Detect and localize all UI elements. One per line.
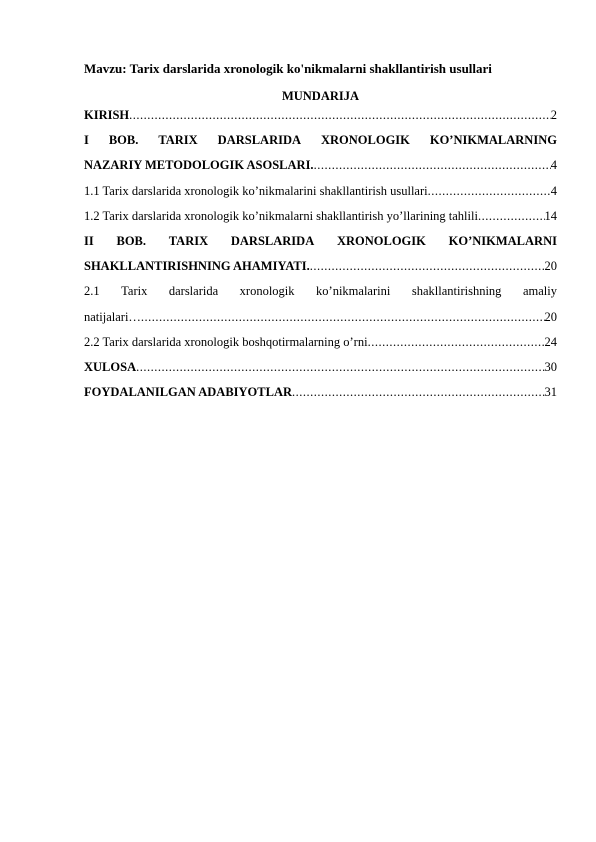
toc-word: BOB. <box>108 133 139 148</box>
toc-leader-dots <box>478 204 545 229</box>
toc-entry-text: natijalari… <box>84 309 141 324</box>
toc-word: II <box>84 233 94 248</box>
toc-leader-dots <box>141 305 545 330</box>
toc-word: amaliy <box>522 284 557 299</box>
toc-word: DARSLARIDA <box>217 133 302 148</box>
toc-entry-kirish <box>84 103 557 128</box>
toc-entry-chapter-1-line-1 <box>84 128 557 153</box>
toc-word: XRONOLOGIK <box>336 233 426 248</box>
toc-entry-chapter-2-line-1 <box>84 229 557 254</box>
toc-leader-dots <box>428 179 551 204</box>
toc-leader-dots <box>136 355 544 380</box>
toc-entry-chapter-2-line-2 <box>84 254 557 279</box>
toc-word: DARSLARIDA <box>230 233 315 248</box>
toc-entry-text: NAZARIY METODOLOGIK ASOSLARI. <box>84 158 314 173</box>
toc-page-number: 20 <box>544 259 557 274</box>
toc-word: KO’NIKMALARNING <box>429 133 557 148</box>
toc-entry-chapter-1-line-2 <box>84 153 557 178</box>
toc-entry-adabiyotlar <box>84 380 557 405</box>
toc-word: KO’NIKMALARNI <box>448 233 557 248</box>
toc-entry-text: SHAKLLANTIRISHNING AHAMIYATI. <box>84 259 310 274</box>
toc-word: Tarix <box>121 284 148 299</box>
toc-entry-text: KIRISH <box>84 108 130 122</box>
toc-entry-section-2-2 <box>84 330 557 355</box>
toc-page-number: 31 <box>544 385 557 400</box>
toc-entry-text: FOYDALANILGAN ADABIYOTLAR <box>84 385 293 400</box>
toc-word: shakllantirishning <box>411 284 502 299</box>
toc-entry-text: 2.2 Tarix darslarida xronologik boshqotirmalarning o’rni <box>84 334 368 349</box>
toc-word: BOB. <box>116 233 147 248</box>
toc-page-number: 20 <box>544 309 557 324</box>
toc-word: ko’nikmalarini <box>316 284 391 299</box>
table-of-contents <box>84 103 557 405</box>
toc-word: xronologik <box>239 284 295 299</box>
toc-word: TARIX <box>168 233 209 248</box>
toc-page-number: 4 <box>550 158 557 173</box>
toc-leader-dots <box>314 153 551 178</box>
toc-entry-section-1-1 <box>84 179 557 204</box>
toc-word: darslarida <box>168 284 219 299</box>
toc-word: XRONOLOGIK <box>320 133 410 148</box>
toc-page-number: 30 <box>544 359 557 374</box>
toc-page-number: 4 <box>550 183 557 198</box>
toc-entry-section-2-1-line-1 <box>84 279 557 304</box>
toc-heading: MUNDARIJA <box>281 89 360 103</box>
toc-leader-dots <box>368 330 545 355</box>
toc-leader-dots <box>129 103 551 128</box>
toc-page-number: 14 <box>544 208 557 223</box>
toc-entry-section-2-1-line-2 <box>84 305 557 330</box>
toc-word: TARIX <box>158 133 198 148</box>
toc-entry-xulosa <box>84 355 557 380</box>
justified-words <box>84 128 557 153</box>
toc-entry-text: 1.2 Tarix darslarida xronologik ko’nikmalarni shakllantirish yo’llarining tahlili <box>84 208 478 223</box>
toc-page-number: 24 <box>544 334 557 349</box>
toc-entry-section-1-2 <box>84 204 557 229</box>
document-title: Mavzu: Tarix darslarida xronologik ko'nikmalarni shakllantirish usullari <box>84 61 492 76</box>
toc-entry-text: 1.1 Tarix darslarida xronologik ko’nikmalarini shakllantirish usullari <box>84 183 428 198</box>
toc-word: I <box>84 133 89 148</box>
toc-word: 2.1 <box>84 284 100 299</box>
justified-words <box>84 279 557 304</box>
justified-words <box>84 229 557 254</box>
toc-entry-text: XULOSA <box>84 359 137 374</box>
toc-leader-dots <box>310 254 545 279</box>
toc-leader-dots <box>292 380 544 405</box>
toc-page-number: 2 <box>550 108 557 122</box>
